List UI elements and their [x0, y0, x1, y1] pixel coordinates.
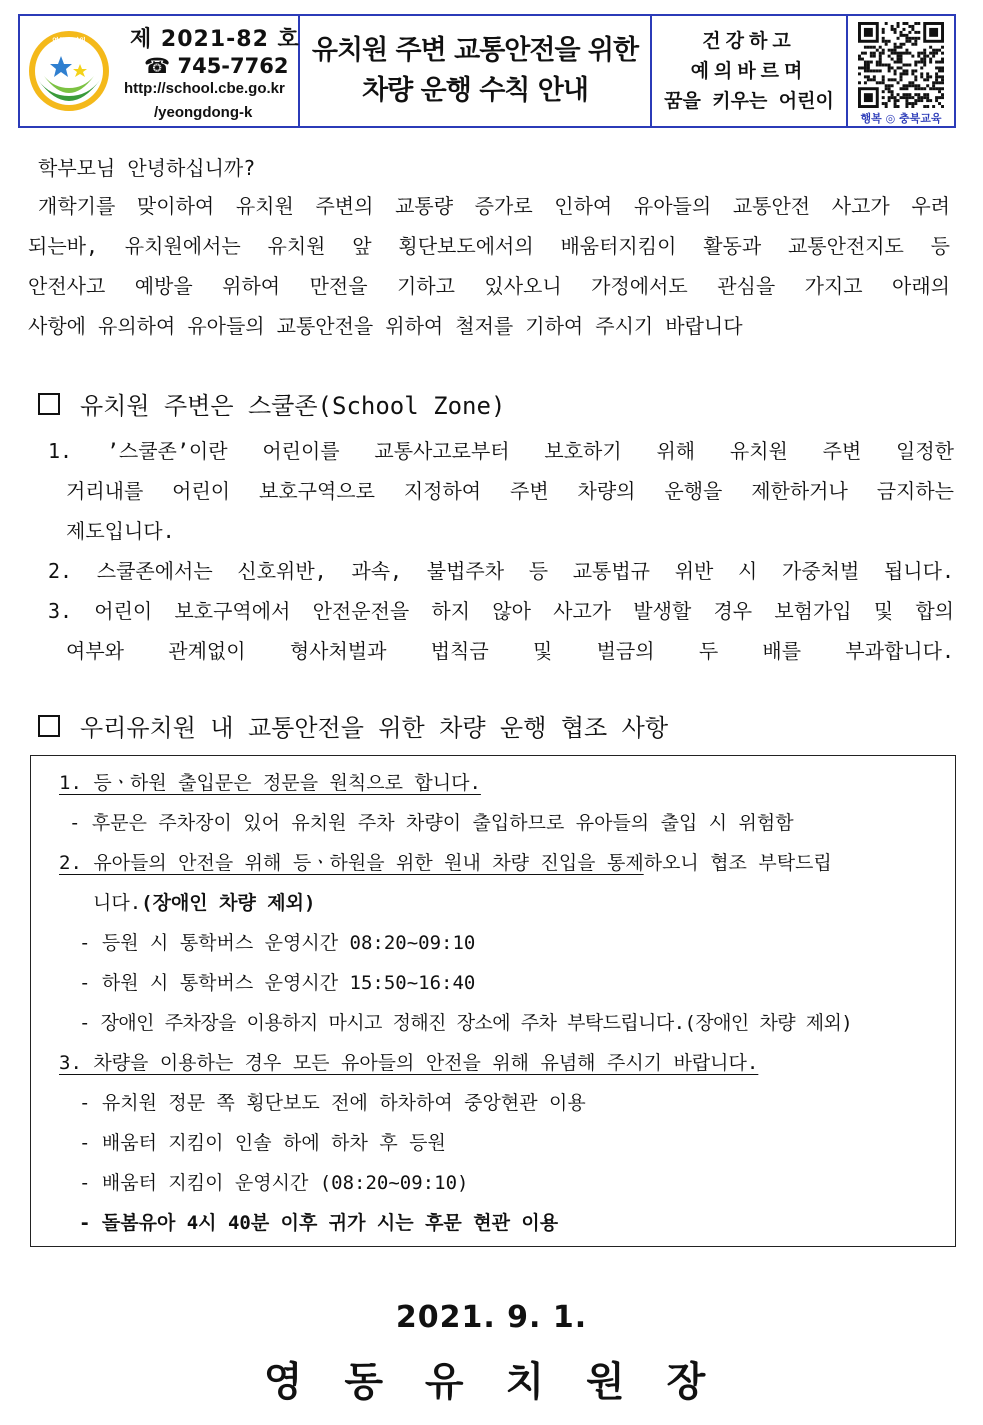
- org-mark: [860, 110, 941, 126]
- notice-item1: 1. 등ㆍ하원 출입문은 정문을 원칙으로 합니다.: [59, 772, 481, 794]
- notice-item2-cont: [93, 888, 315, 915]
- greeting-text: 학부모님 안녕하십니까?: [38, 156, 256, 180]
- intro-paragraph: [28, 186, 950, 346]
- notice-item2-rest: 하오니 협조 부탁드립: [643, 852, 832, 874]
- notice-item2-sub: - 하원 시 통학버스 운영시간 15:50~16:40: [79, 972, 476, 994]
- notice-item3-sub: - 배움터 지킴이 운영시간 (08:20~09:10): [79, 1172, 469, 1194]
- document-title-line1: 유치원 주변 교통안전을 위한: [311, 35, 639, 66]
- notice-item2-cont-text: 니다.: [93, 892, 142, 914]
- list-item-cont: 여부와 관계없이 형사처벌과 법칙금 및 벌금의 두 배를 부과합니다.: [66, 639, 954, 663]
- header-qr-cell: [848, 16, 954, 126]
- checkbox-square-icon: [38, 715, 60, 737]
- section2-heading: [38, 708, 668, 743]
- svg-text:영동유치원: 영동유치원: [52, 37, 86, 45]
- intro-line: 사항에 유의하여 유아들의 교통안전을 위하여 철저를 기하여 주시기 바랍니다: [28, 314, 743, 338]
- kindergarten-logo: [28, 30, 110, 112]
- notice-item3: 3. 차량을 이용하는 경우 모든 유아들의 안전을 위해 유념해 주시기 바랍니다.: [59, 1052, 759, 1074]
- motto-line1: 건강하고: [702, 30, 796, 52]
- list-item: 3. 어린이 보호구역에서 안전운전을 하지 않아 사고가 발생할 경우 보험가입 및 합의: [48, 599, 954, 623]
- checkbox-square-icon: [38, 393, 60, 415]
- school-url-path: /yeongdong-k: [154, 104, 253, 121]
- signature: 영 동 유 치 원 장: [263, 1359, 720, 1405]
- motto-line3: 꿈을 키우는 어린이: [664, 90, 834, 112]
- org-logo-icon: ◎: [885, 112, 896, 125]
- list-item-cont: 거리내를 어린이 보호구역으로 지정하여 주변 차량의 운행을 제한하거나 금지하는: [66, 479, 954, 503]
- qr-code-icon: [858, 22, 944, 108]
- section1-heading: [38, 386, 505, 421]
- section1-list: [48, 431, 954, 671]
- notice-item2-bold: (장애인 차량 제외): [141, 892, 316, 914]
- motto-line2: 예의바르며: [690, 60, 808, 82]
- issue-number: 제 2021-82 호: [130, 27, 300, 52]
- phone-number: ☎ 745-7762: [144, 54, 289, 78]
- notice-item1-sub: - 후문은 주차장이 있어 유치원 주차 차량이 출입하므로 유아들의 출입 시 위험함: [69, 812, 794, 834]
- org-name: 충북교육: [899, 112, 942, 125]
- header-info-cell: [20, 16, 300, 126]
- header-title-cell: [300, 16, 652, 126]
- section2-heading-text: 우리유치원 내 교통안전을 위한 차량 운행 협조 사항: [80, 714, 669, 742]
- notice-item2-emphasis: 2. 유아들의 안전을 위해 등ㆍ하원을 위한 원내 차량 진입을 통제: [59, 852, 644, 874]
- issue-date: 2021. 9. 1.: [395, 1300, 588, 1335]
- intro-line: 개학기를 맞이하여 유치원 주변의 교통량 증가로 인하여 유아들의 교통안전 사고가 우려: [38, 194, 950, 218]
- notice-item3-sub: - 배움터 지킴이 인솔 하에 하차 후 등원: [79, 1132, 446, 1154]
- notice-item2: [59, 848, 832, 875]
- intro-line: 되는바, 유치원에서는 유치원 앞 횡단보도에서의 배움터지킴이 활동과 교통안전지도 등: [28, 234, 950, 258]
- cooperation-notice-box: [30, 755, 956, 1247]
- list-item: 2. 스쿨존에서는 신호위반, 과속, 불법주차 등 교통법규 위반 시 가중처벌 됩니다.: [48, 559, 954, 583]
- section1-heading-text: 유치원 주변은 스쿨존(School Zone): [80, 392, 506, 420]
- notice-item3-bold-sub: - 돌봄유아 4시 40분 이후 귀가 시는 후문 현관 이용: [79, 1212, 559, 1234]
- intro-line: 안전사고 예방을 위하여 만전을 기하고 있사오니 가정에서도 관심을 가지고 아래의: [28, 274, 950, 298]
- letter-header: [18, 14, 956, 128]
- org-prefix: 행복: [860, 112, 882, 125]
- list-item: 1. ’스쿨존’이란 어린이를 교통사고로부터 보호하기 위해 유치원 주변 일정한: [48, 439, 954, 463]
- notice-item2-sub: - 등원 시 통학버스 운영시간 08:20~09:10: [79, 932, 476, 954]
- notice-item3-sub: - 유치원 정문 쪽 횡단보도 전에 하차하여 중앙현관 이용: [79, 1092, 586, 1114]
- school-url: http://school.cbe.go.kr: [124, 80, 285, 97]
- header-motto-cell: [652, 16, 848, 126]
- greeting: [28, 148, 950, 188]
- notice-item2-sub: - 장애인 주차장을 이용하지 마시고 정해진 장소에 주차 부탁드립니다.(장애인 차량 제외): [79, 1012, 853, 1034]
- document-title-line2: 차량 운행 수칙 안내: [362, 75, 588, 106]
- list-item-cont: 제도입니다.: [66, 519, 175, 543]
